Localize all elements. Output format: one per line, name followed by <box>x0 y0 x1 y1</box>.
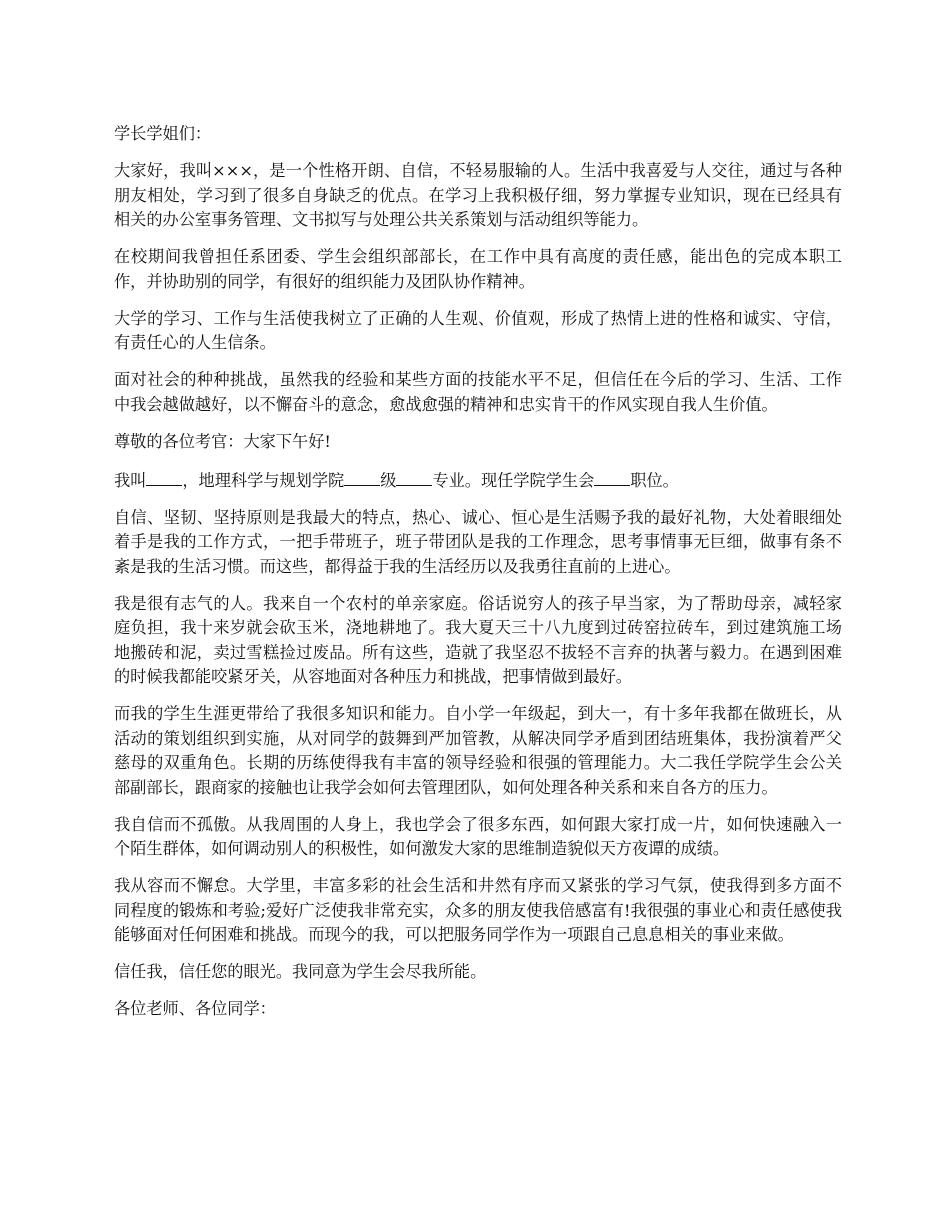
salutation: 各位老师、各位同学： <box>114 999 276 1018</box>
intro-text: 级 <box>380 470 397 490</box>
paragraph: 信任我，信任您的眼光。我同意为学生会尽我所能。 <box>114 962 487 981</box>
greeting: 尊敬的各位考官：大家下午好! <box>114 431 331 451</box>
document-body <box>114 122 842 1034</box>
position-blank <box>594 467 630 486</box>
paragraph: 我自信而不孤傲。从我周围的人身上，我也学会了很多东西，如何跟大家打成一片，如何快速融入一个陌生群体，如何调动别人的积极性，如何激发大家的思维制造貌似天方夜谭的成绩。 <box>114 814 842 858</box>
intro-text: ，地理科学与规划学院 <box>182 470 345 490</box>
paragraph: 大学的学习、工作与生活使我树立了正确的人生观、价值观，形成了热情上进的性格和诚实、守信，有责任心的人生信条。 <box>114 308 842 352</box>
paragraph: 大家好，我叫×××，是一个性格开朗、自信，不轻易服输的人。生活中我喜爱与人交往，通过与各种朋友相处，学习到了很多自身缺乏的优点。在学习上我积极仔细，努力掌握专业知识，现在已经具有相关的办公室事务管理、文书拟写与处理公共关系策划与活动组织等能力。 <box>114 161 842 229</box>
name-blank <box>146 467 182 486</box>
salutation: 学长学姐们： <box>114 124 212 143</box>
intro-text: 专业。现任学院学生会 <box>432 470 595 490</box>
intro-line <box>114 467 842 494</box>
major-blank <box>396 467 432 486</box>
paragraph: 自信、坚韧、坚持原则是我最大的特点，热心、诚心、恒心是生活赐予我的最好礼物，大处着眼细处着手是我的工作方式，一把手带班子，班子带团队是我的工作理念，思考事情事无巨细，做事有条不紊是我的生活习惯。而这些，都得益于我的生活经历以及我勇往直前的上进心。 <box>114 507 842 576</box>
intro-text: 我叫 <box>114 470 147 490</box>
intro-text: 职位。 <box>630 470 679 490</box>
paragraph: 在校期间我曾担任系团委、学生会组织部部长，在工作中具有高度的责任感，能出色的完成本职工作，并协助别的同学，有很好的组织能力及团队协作精神。 <box>114 247 842 291</box>
paragraph: 面对社会的种种挑战，虽然我的经验和某些方面的技能水平不足，但信任在今后的学习、生活、工作中我会越做越好，以不懈奋斗的意念，愈战愈强的精神和忠实肯干的作风实现自我人生价值。 <box>114 370 842 414</box>
paragraph: 而我的学生生涯更带给了我很多知识和能力。自小学一年级起，到大一，有十多年我都在做班长，从活动的策划组织到实施，从对同学的鼓舞到严加管教，从解决同学矛盾到团结班集体，我扮演着严父慈母的双重角色。长期的历练使得我有丰富的领导经验和很强的管理能力。大二我任学院学生会公关部副部长，跟商家的接触也让我学会如何去管理团队，如何处理各种关系和来自各方的压力。 <box>114 704 842 797</box>
paragraph: 我从容而不懈怠。大学里，丰富多彩的社会生活和井然有序而又紧张的学习气氛，使我得到多方面不同程度的锻炼和考验;爱好广泛使我非常充实，众多的朋友使我倍感富有!我很强的事业心和责任感使我能够面对任何困难和挑战。而现今的我，可以把服务同学作为一项跟自己息息相关的事业来做。 <box>114 876 842 944</box>
grade-blank <box>344 467 380 486</box>
paragraph: 我是很有志气的人。我来自一个农村的单亲家庭。俗话说穷人的孩子早当家，为了帮助母亲，减轻家庭负担，我十来岁就会砍玉米，浇地耕地了。我大夏天三十八九度到过砖窑拉砖车，到过建筑施工场地搬砖和泥，卖过雪糕捡过废品。所有这些，造就了我坚忍不拔轻不言弃的执著与毅力。在遇到困难的时候我都能咬紧牙关，从容地面对各种压力和挑战，把事情做到最好。 <box>114 593 842 686</box>
